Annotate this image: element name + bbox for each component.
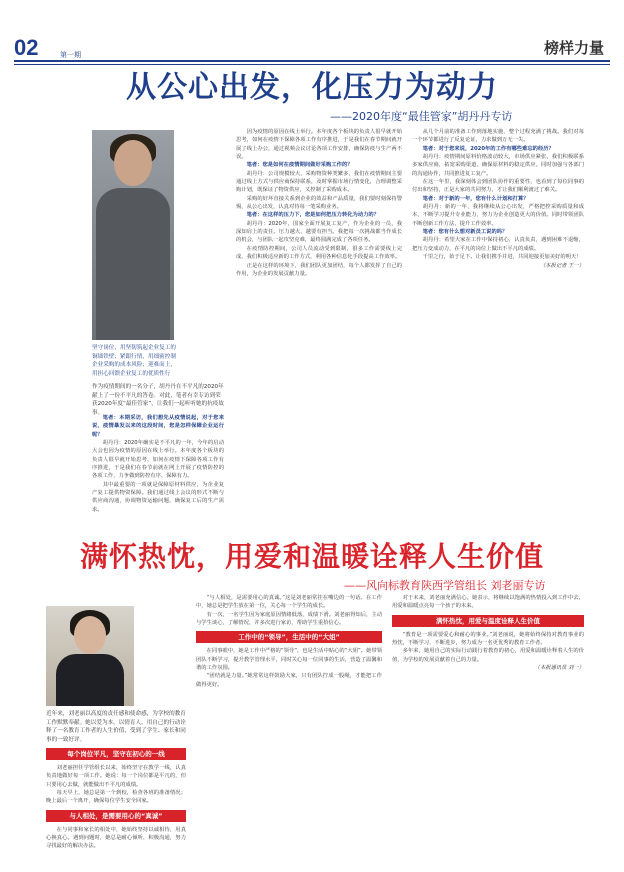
photo-caption: 坚守岗位，用坚韧筑起企业复工的铜墙铁壁；紧跟行情，用细密控制企业采购的成本风险；迎难而上，用担心回馈企业复工的优质性行 [92, 345, 176, 377]
interview-question: 笔者：本期采访，我们想先从疫情说起，对于您来说，疫情暴发以来的这段时间，您是怎样保障企业运行呢？ [92, 415, 224, 438]
paragraph: 在与同事和家长的相处中，她始终坚持以诚相待，用真心换真心。遇到问题时，她总是耐心倾听，积极沟通，努力寻找最好的解决办法。 [46, 826, 186, 850]
article1-column-2 [236, 128, 402, 532]
article2-title: 满怀热忱，用爱和温暖诠释人生价值 [79, 540, 544, 573]
paragraph: 对于未来，刘老丽充满信心。她表示，将继续以饱满的热情投入到工作中去，用爱和温暖点亮每一个孩子的未来。 [392, 595, 584, 610]
paragraph: 千里之行，始于足下。让我们携手并进，共同迎接更加美好的明天！ [422, 254, 582, 261]
paragraph: 有一次，一名学生因为家庭原因情绪低落，成绩下滑。刘老丽得知后，主动与学生谈心，了解情况，并多次进行家访，帮助学生重拾信心。 [196, 611, 382, 627]
paragraph: 从几个月前的准备工作到落地实施，整个过程充满了挑战。我们对每一个环节都进行了反复论证，力求做到万无一失。 [412, 129, 584, 144]
paragraph: 胡丹丹：公司规模较大，采购物资种类繁多，我们在疫情期间主要通过线上方式与供应商保持联系，及时掌握市场行情变化，合理调整采购计划，既保证了物资供应，又控制了采购成本。 [236, 170, 402, 194]
article2-column-1 [46, 744, 186, 860]
paragraph: 刘老丽担任学管组长以来，始终坚守在教学一线，认真负责地做好每一项工作。她说：每一个岗位都是平凡的，但只要用心去做，就能做出不平凡的成绩。 [46, 765, 186, 788]
interview-question: 笔者：对于新的一年，您有什么计划和打算？ [422, 195, 529, 202]
section-heading: 每个岗位平凡，坚守在初心的一线 [46, 748, 186, 760]
section-heading: 与人相处，是需要用心的“真诚” [46, 810, 186, 822]
article1-subtitle: ——2020年度“最佳管家”胡丹丹专访 [330, 110, 513, 123]
paragraph: 胡丹丹：2020年，国家全面开展复工复产，作为企业的一员，我深知肩上的责任。压力越大，越要有担当。我把每一次挑战都当作成长的机会，与团队一起攻坚克难，最终圆满完成了各项任务。 [236, 220, 402, 244]
paragraph: 胡丹丹：疫情期间原料价格波动较大，市场供应紧张，我们积极联系多家供应商，拓宽采购渠道，确保原材料的稳定供应。同时加强与各部门的沟通协作，共同推进复工复产。 [412, 154, 584, 177]
section-heading: 满怀热忱，用爱与温度诠释人生价值 [392, 615, 584, 627]
byline: （本报记者 王一） [539, 262, 584, 269]
paragraph: 胡丹丹：新的一年，我将继续从公心出发，严格把控采购质量和成本，不断学习提升专业能力，努力为企业创造更大的价值。同时带领团队不断创新工作方法，提升工作效率。 [412, 204, 584, 227]
article2-column-3 [392, 594, 584, 860]
paragraph: “教育是一项需要爱心和耐心的事业。”刘老丽说，她将始终保持对教育事业的热忱，不断学习、不断进步，努力成为一名更优秀的教育工作者。 [392, 631, 584, 647]
interview-question: 笔者：您是如何在疫情期间做好采购工作的？ [246, 162, 353, 169]
paragraph: “与人相处，是需要用心的真诚。”这是刘老丽常挂在嘴边的一句话。在工作中，她总是把学生放在第一位，关心每一个学生的成长。 [196, 595, 382, 610]
paragraph: 在这一年里，我深刻体会到团队协作的重要性，也看到了每位同事的付出和坚持，正是大家的共同努力，才让我们顺利渡过了难关。 [412, 179, 584, 194]
paragraph: 采购的好坏直接关系到企业的效益和产品质量，我们要时刻保持警惕，从公心出发，认真对待每一笔采购业务。 [236, 195, 402, 211]
portrait-photo [92, 130, 174, 340]
interview-question: 笔者：对于您来说，2020年的工作有哪些难忘的经历？ [422, 145, 554, 152]
column-name: 榜样力量 [543, 39, 604, 57]
paragraph: 在同事眼中，她是工作中严格的“领导”，也是生活中贴心的“大姐”。她带领团队不断学习，提升教学管理水平，同时关心每一位同事的生活，营造了温馨和谐的工作氛围。 [196, 648, 382, 672]
article1-column-3 [412, 128, 584, 532]
paragraph: 正是在这样的环境下，我们团队更加团结，每个人都发挥了自己的作用，为企业的发展贡献力量。 [236, 262, 402, 277]
article1-column-1 [92, 414, 224, 532]
teacher-photo [46, 606, 134, 706]
paragraph: 因为疫情的原因在线上举行。本年度各个板块的负责人很早就开始思考，如何在疫情下保障各项工作有序推进，于是我们在春节期间就开展了线上办公，通过视频会议讨论各项工作安排，确保防疫与生产两不误。 [236, 129, 402, 161]
paragraph: 其中最重要的一项就是保障原材料供应，为企业复产复工提供物资保障。我们通过线上会议的形式不断与供应商沟通，协调物资运输问题，确保复工后的生产需求。 [92, 481, 224, 513]
issue-label: 第一期 [60, 51, 81, 59]
paragraph: 胡丹丹：希望大家在工作中保持初心，认真负责，遇到困难不退缩，把压力变成动力，在平凡的岗位上做出不平凡的成绩。 [412, 237, 584, 252]
article2-column-2 [196, 594, 382, 860]
byline: （本报通讯员 刘一） [534, 665, 584, 672]
article2-intro: 近年来，刘老丽以高度的责任感和使命感，为学校的教育工作默默奉献。她以爱为本，以情育人，用自己的行动诠释了一名教育工作者的人生价值，受到了学生、家长和同事的一致好评。 [46, 711, 186, 743]
article1-title: 从公心出发，化压力为动力 [126, 70, 498, 105]
interview-question: 笔者：您有什么想对新员工说的吗？ [422, 229, 508, 236]
header-rule [14, 60, 610, 62]
paragraph: 每天早上，她总是第一个到校，检查各班的准备情况；晚上最后一个离开，确保每位学生安全回家。 [46, 790, 186, 805]
paragraph: 在疫情防控期间，公司人员流动受到限制，很多工作需要线上完成，我们积极适应新的工作方式，利用各种信息化手段提高工作效率。 [236, 245, 402, 261]
page-header [14, 34, 610, 62]
paragraph: 多年来，她用自己的实际行动践行着教育的初心，用爱和温暖诠释着人生的价值，为学校的发展贡献着自己的力量。 [392, 648, 584, 663]
article2-subtitle: ——风向标教育陕西学管组长 刘老丽专访 [344, 579, 546, 592]
page-number: 02 [14, 35, 39, 60]
article1-intro: 作为疫情期间的一名分子，胡丹丹在不平凡的2020年献上了一份不平凡的答卷。对此，笔者有幸专访到荣获2020年度“最佳管家”，让我们一起听听她的抗疫故事。 [92, 384, 224, 416]
header-rule-thin [14, 64, 610, 65]
paragraph: “团结就是力量。”她常常这样鼓励大家，只有团队拧成一股绳，才能把工作做得更好。 [196, 673, 382, 688]
interview-question: 笔者：在这样的压力下，您是如何把压力转化为动力的？ [246, 212, 380, 219]
section-heading: 工作中的“领导”，生活中的“大姐” [196, 631, 382, 643]
paragraph: 胡丹丹：2020年确实是不平凡的一年，今年的启动大会也因为疫情的原因在线上举行。本年度各个板块的负责人很早就开始思考，如何在疫情下保障各项工作有序推进，于是我们在春节前就在网上开展了疫情防控的各项工作，力争做到防控有序、保障有力。 [92, 440, 224, 480]
